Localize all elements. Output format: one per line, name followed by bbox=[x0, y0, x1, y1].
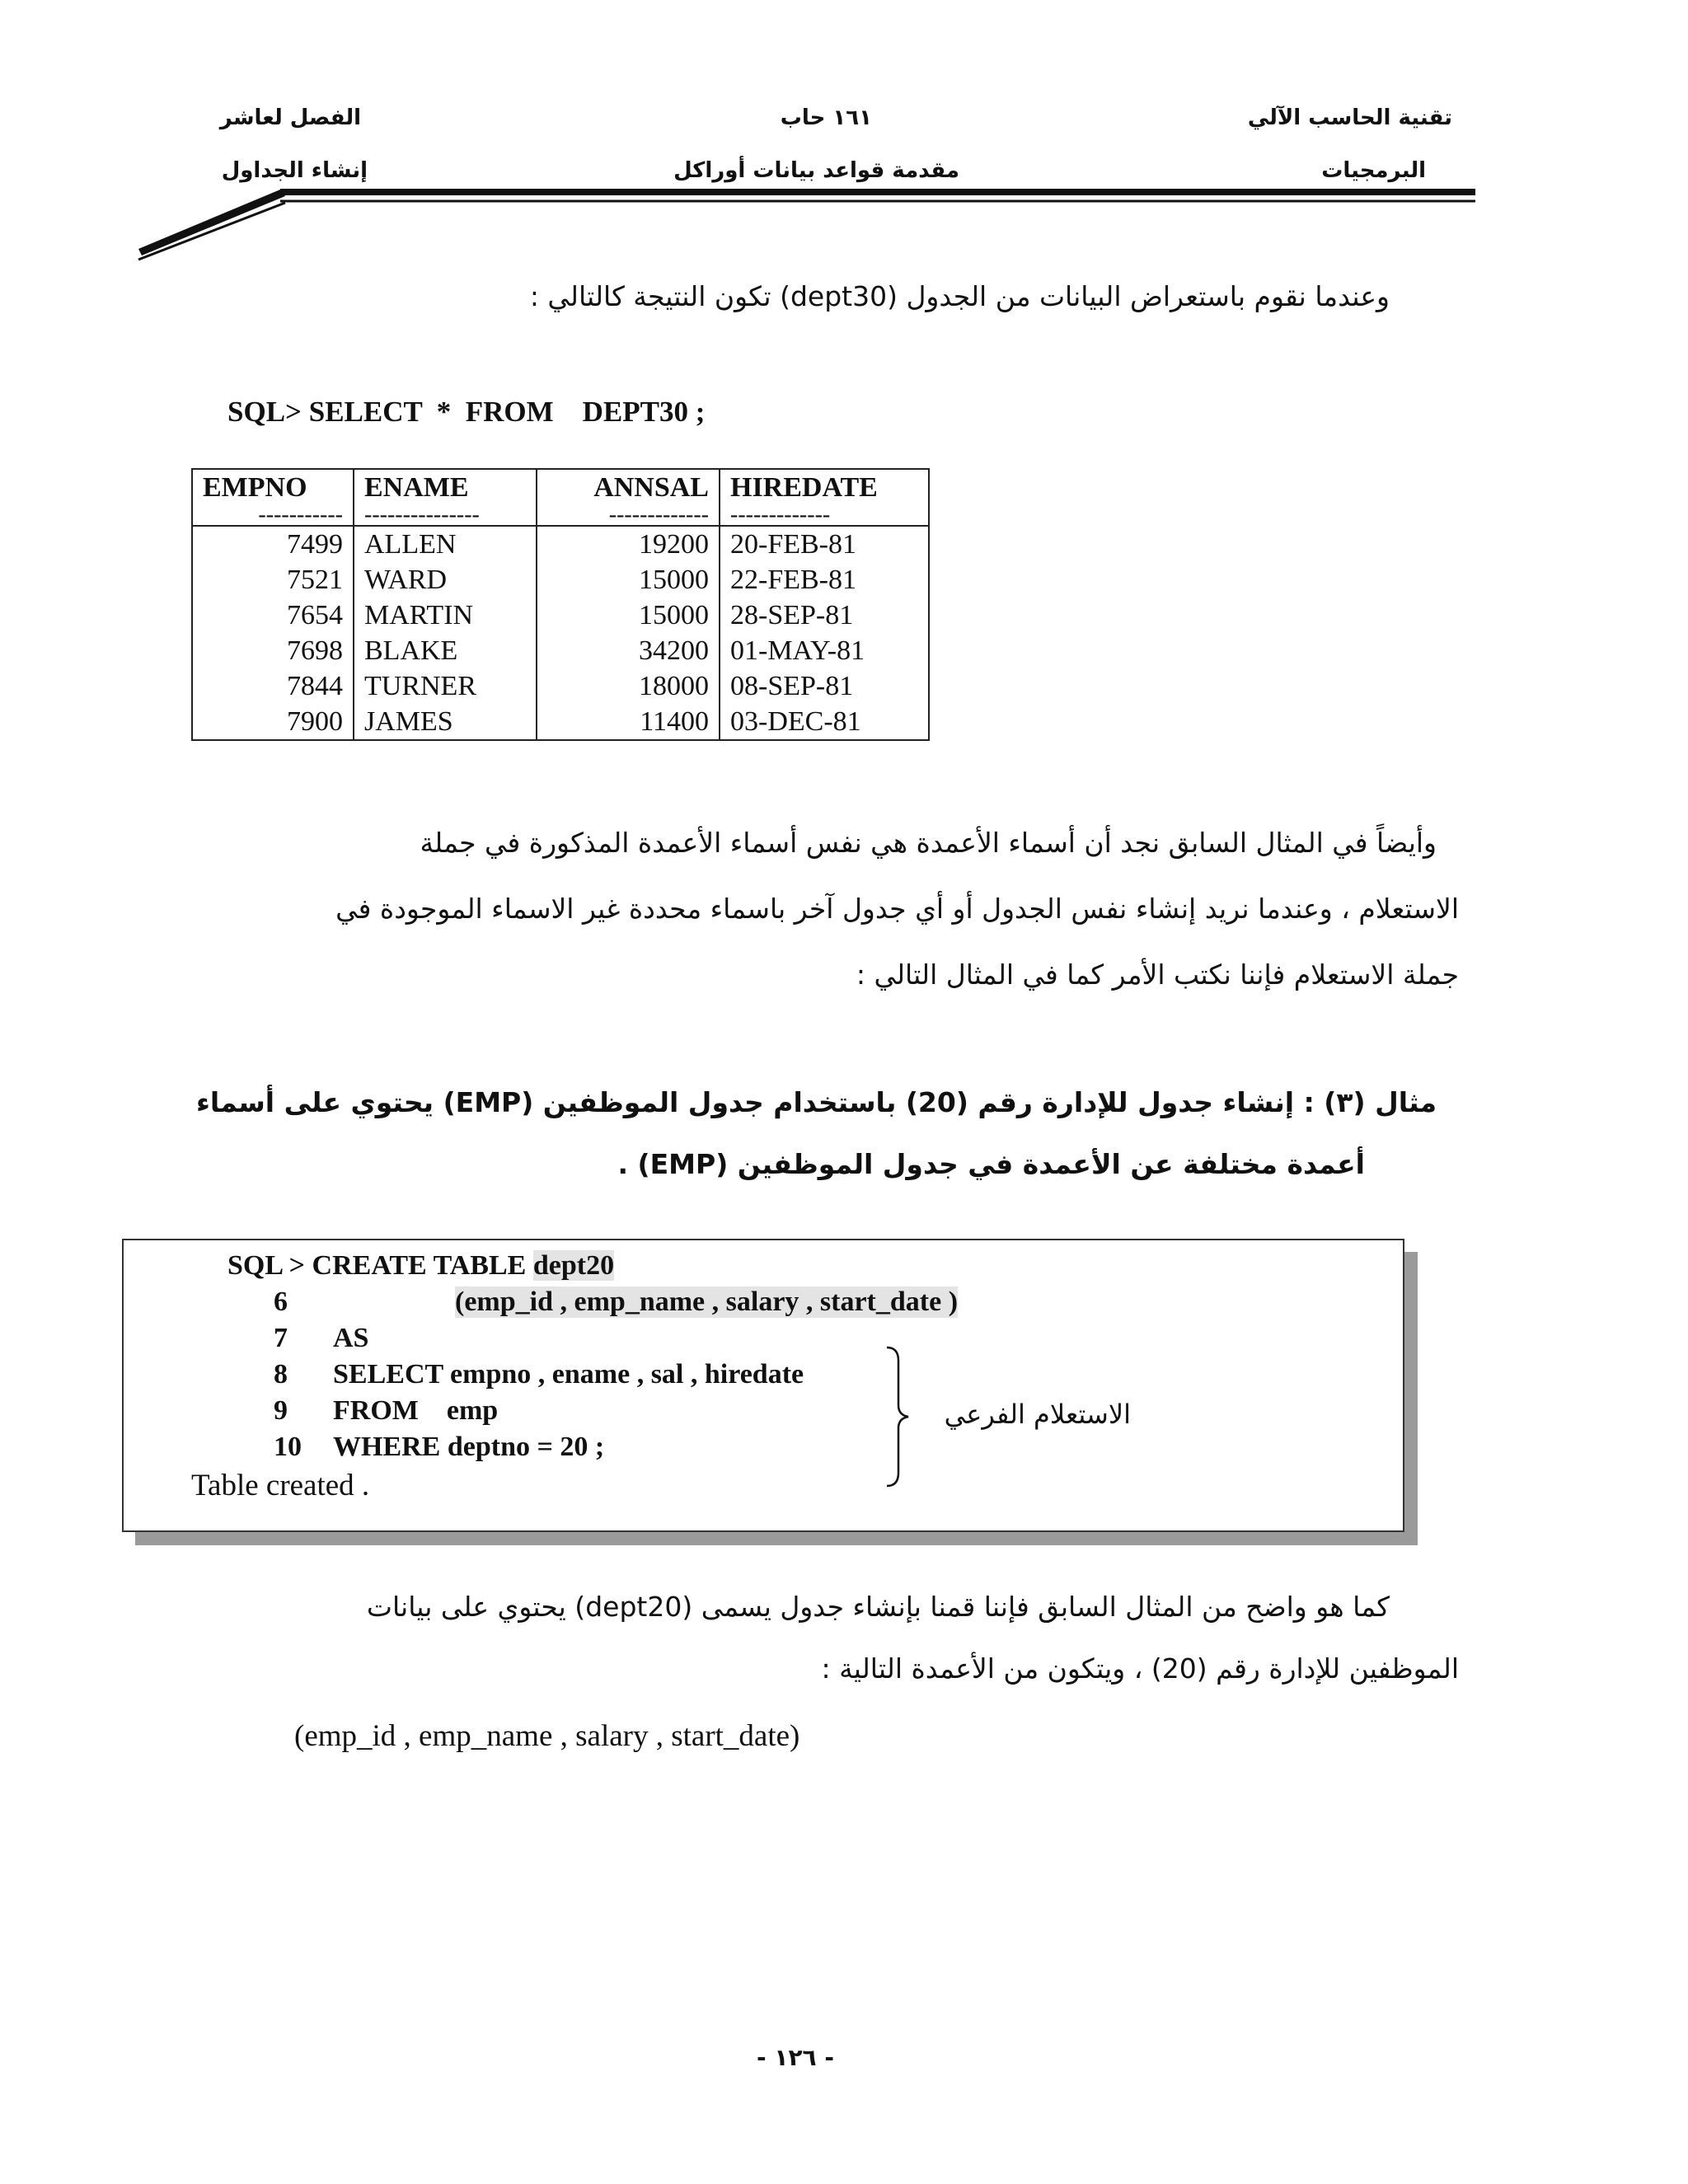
paragraph-2-line-1: كما هو واضح من المثال السابق فإننا قمنا بإنشاء جدول يسمى (dept20) يحتوي على بيانات bbox=[366, 1591, 1390, 1623]
code-box bbox=[122, 1239, 1404, 1532]
code-line-4: SELECT empno , ename , sal , hiredate bbox=[333, 1359, 804, 1390]
example-line-1: مثال (٣) : إنشاء جدول للإدارة رقم (20) باستخدام جدول الموظفين (EMP) يحتوي على أسماء bbox=[195, 1086, 1437, 1118]
example-line-2: أعمدة مختلفة عن الأعمدة في جدول الموظفين (EMP) . bbox=[617, 1148, 1365, 1180]
table-cell: WARD bbox=[354, 562, 537, 598]
table-cell: 22-FEB-81 bbox=[720, 562, 929, 598]
header-right-title: تقنية الحاسب الآلي bbox=[1247, 105, 1452, 130]
table-cell: 18000 bbox=[537, 668, 720, 704]
code-line-number: 10 bbox=[274, 1432, 302, 1462]
table-cell: 7844 bbox=[287, 671, 343, 701]
table-header-cell: ANNSAL bbox=[537, 469, 720, 505]
table-cell: 19200 bbox=[537, 526, 720, 562]
table-cell: 7499 bbox=[287, 529, 343, 560]
table-cell: 7654 bbox=[287, 600, 343, 630]
paragraph-1-line-3: جملة الاستعلام فإننا نكتب الأمر كما في المثال التالي : bbox=[856, 958, 1459, 991]
code-line-number: 9 bbox=[274, 1395, 288, 1426]
table-cell: JAMES bbox=[354, 704, 537, 740]
table-cell: 34200 bbox=[537, 633, 720, 668]
table-cell: TURNER bbox=[354, 668, 537, 704]
table-row bbox=[192, 598, 929, 633]
table-cell: 15000 bbox=[537, 598, 720, 633]
table-cell: 01-MAY-81 bbox=[720, 633, 929, 668]
table-dash-cell: ------------- bbox=[720, 505, 929, 526]
header-center-subtitle: مقدمة قواعد بيانات أوراكل bbox=[673, 158, 959, 183]
table-header-cell: HIREDATE bbox=[720, 469, 929, 505]
table-dash-cell: --------------- bbox=[354, 505, 537, 526]
table-header-cell: EMPNO bbox=[203, 472, 307, 503]
table-cell: 7900 bbox=[287, 706, 343, 737]
table-cell: 15000 bbox=[537, 562, 720, 598]
code-line-5: FROM emp bbox=[333, 1395, 499, 1426]
table-dash-row bbox=[192, 505, 929, 526]
subquery-label: الاستعلام الفرعي bbox=[944, 1399, 1131, 1430]
table-cell: 28-SEP-81 bbox=[720, 598, 929, 633]
table-header-row bbox=[192, 469, 929, 505]
code-line-2: (emp_id , emp_name , salary , start_date ) bbox=[455, 1286, 959, 1317]
header-right-subtitle: البرمجيات bbox=[1321, 158, 1426, 183]
code-line-3: AS bbox=[333, 1323, 369, 1353]
header-left-subtitle: إنشاء الجداول bbox=[221, 158, 368, 183]
table-row bbox=[192, 668, 929, 704]
table-cell: ALLEN bbox=[354, 526, 537, 562]
table-row bbox=[192, 704, 929, 740]
code-line-number: 8 bbox=[274, 1359, 288, 1390]
table-dash-cell: ------------- bbox=[537, 505, 720, 526]
code-table-name: dept20 bbox=[532, 1250, 615, 1281]
table-row bbox=[192, 526, 929, 562]
table-cell: 11400 bbox=[537, 704, 720, 740]
table-cell: MARTIN bbox=[354, 598, 537, 633]
columns-list: (emp_id , emp_name , salary , start_date) bbox=[294, 1719, 800, 1753]
table-cell: 03-DEC-81 bbox=[720, 704, 929, 740]
paragraph-1-line-1: وأيضاً في المثال السابق نجد أن أسماء الأعمدة هي نفس أسماء الأعمدة المذكورة في جملة bbox=[420, 827, 1437, 859]
paragraph-2-line-2: الموظفين للإدارة رقم (20) ، ويتكون من الأعمدة التالية : bbox=[821, 1652, 1459, 1685]
code-line-1 bbox=[227, 1250, 614, 1282]
code-line-6: WHERE deptno = 20 ; bbox=[333, 1432, 605, 1462]
header-center-title: ١٦١ حاب bbox=[780, 105, 872, 130]
code-line-number: 6 bbox=[274, 1286, 288, 1317]
table-cell: 7698 bbox=[287, 635, 343, 666]
table-cell: 7521 bbox=[287, 565, 343, 595]
table-row bbox=[192, 562, 929, 598]
table-cell: 20-FEB-81 bbox=[720, 526, 929, 562]
intro-text: وعندما نقوم باستعراض البيانات من الجدول (dept30) تكون النتيجة كالتالي : bbox=[529, 280, 1390, 312]
table-dash-cell: ----------- bbox=[192, 505, 354, 526]
header-left-title: الفصل لعاشر bbox=[219, 105, 361, 130]
result-table bbox=[191, 468, 930, 741]
table-header-cell: ENAME bbox=[354, 469, 537, 505]
code-result: Table created . bbox=[191, 1469, 370, 1502]
sql-query: SQL> SELECT * FROM DEPT30 ; bbox=[227, 396, 706, 428]
code-line-1-prefix: SQL > CREATE TABLE bbox=[227, 1250, 533, 1281]
subquery-brace bbox=[882, 1344, 915, 1493]
table-cell: BLAKE bbox=[354, 633, 537, 668]
code-line-number: 7 bbox=[274, 1323, 288, 1353]
table-cell: 08-SEP-81 bbox=[720, 668, 929, 704]
header-rule bbox=[0, 0, 1688, 272]
page-number: - ١٢٦ - bbox=[757, 2044, 835, 2071]
table-row bbox=[192, 633, 929, 668]
paragraph-1-line-2: الاستعلام ، وعندما نريد إنشاء نفس الجدول أو أي جدول آخر باسماء محددة غير الاسماء الموجودة في bbox=[335, 893, 1459, 925]
